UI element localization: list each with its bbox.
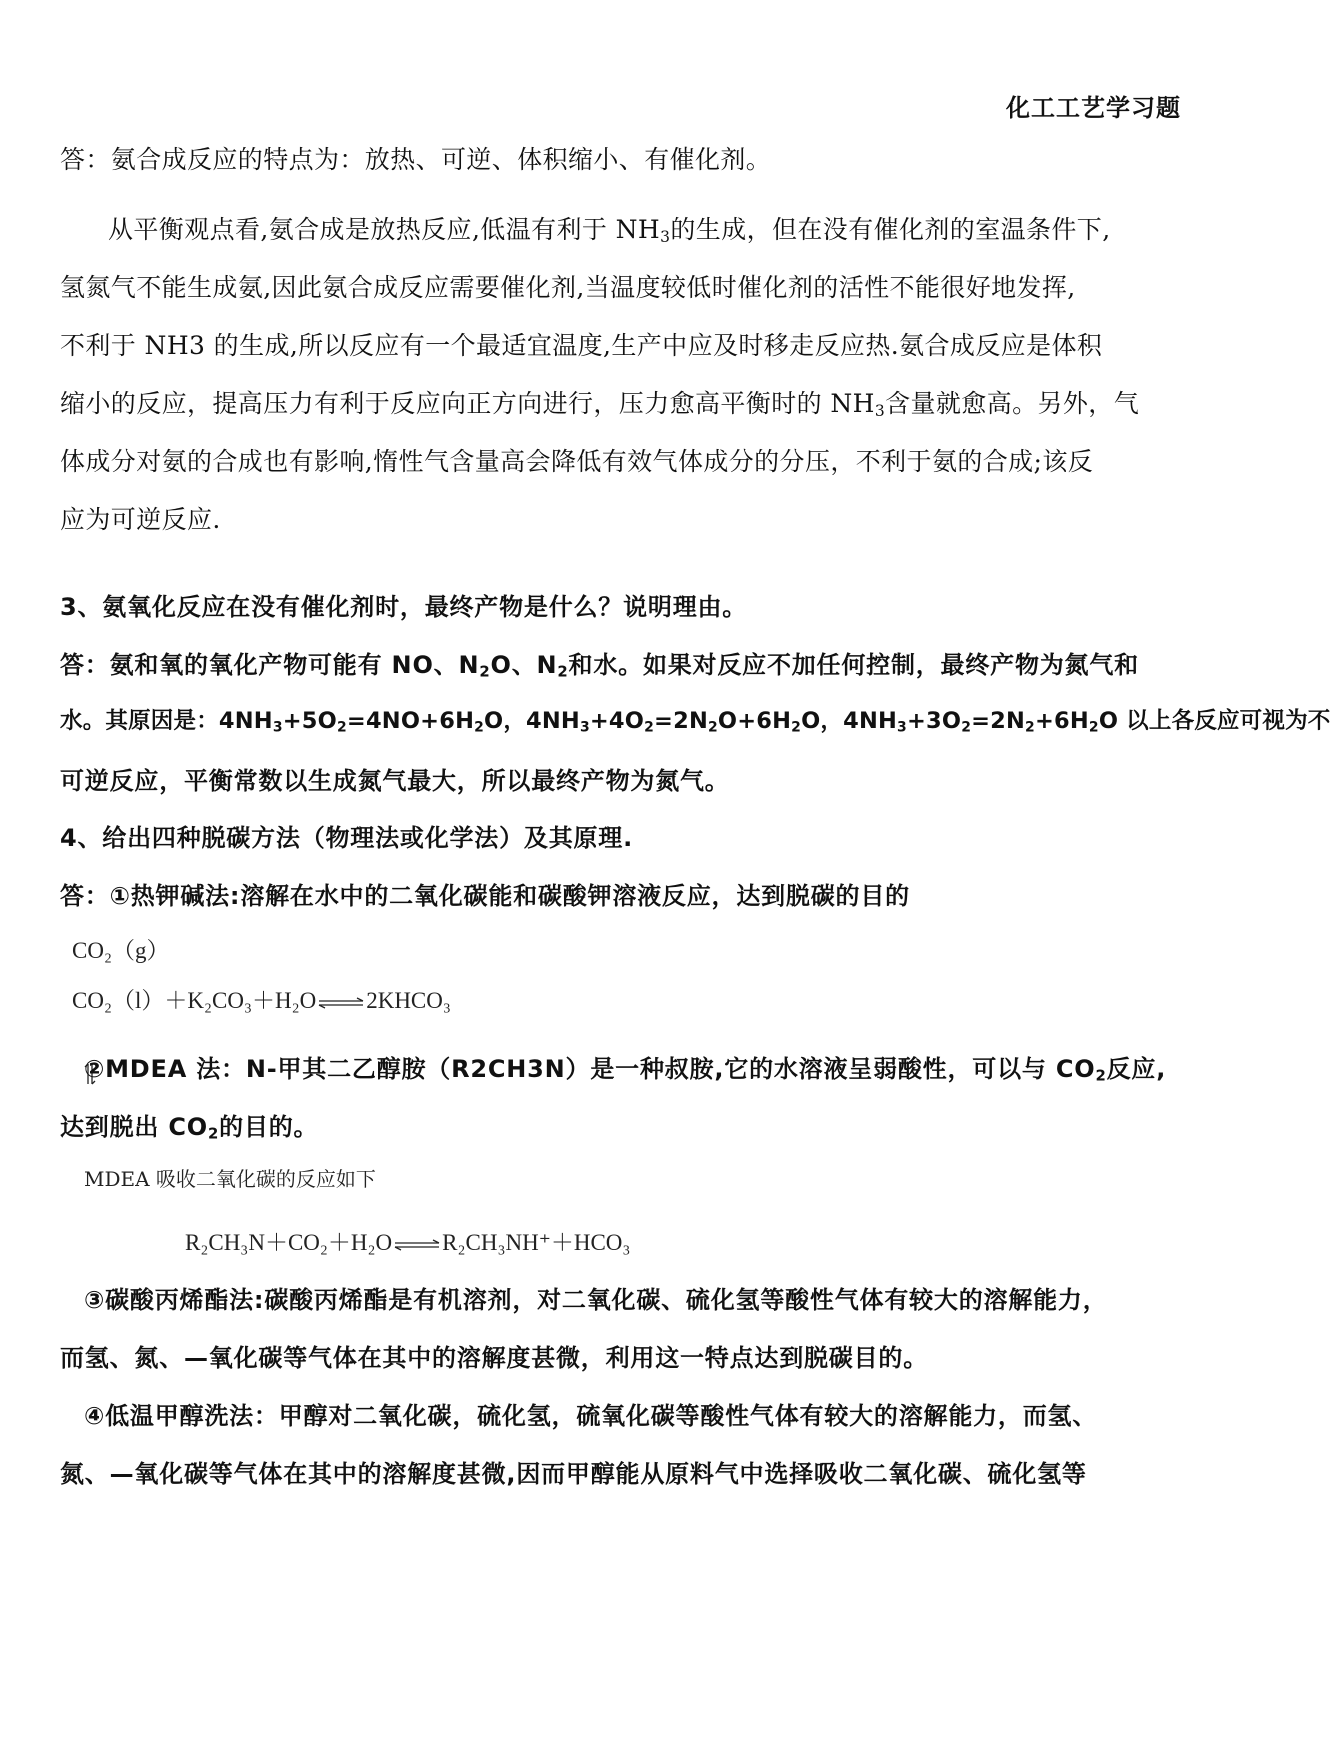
text-span: R₂CH₃N＋CO₂＋H₂O <box>185 1230 393 1255</box>
subscript: 3 <box>874 401 886 420</box>
equation-2-caption: MDEA 吸收二氧化碳的反应如下 <box>84 1167 376 1191</box>
method-4-rectisol: ④低温甲醇洗法：甲醇对二氧化碳，硫化氢，硫氧化碳等酸性气体有较大的溶解能力，而氢、 <box>84 1402 1098 1430</box>
text-span: O，4NH <box>484 708 580 734</box>
text-span: 的生成，但在没有催化剂的室温条件下, <box>670 215 1111 244</box>
text-span: 缩小的反应，提高压力有利于反应向正方向进行，压力愈高平衡时的 NH <box>60 389 875 418</box>
text-span: 2KHCO₃ <box>366 988 451 1013</box>
text-span: 含量就愈高。另外，气 <box>885 389 1140 418</box>
text-span: +5O <box>282 708 337 734</box>
method-2-mdea-line2 <box>60 1107 1185 1142</box>
subscript: 2 <box>474 719 485 736</box>
method-1-hot-potash: 答：①热钾碱法:溶解在水中的二氧化碳能和碳酸钾溶液反应，达到脱碳的目的 <box>60 882 910 910</box>
method-2-mdea <box>84 1049 1209 1084</box>
text-span: R₂CH₃NH⁺＋HCO₃ <box>442 1230 631 1255</box>
equilibrium-arrow-icon <box>318 998 364 1008</box>
text-span: =4NO+6H <box>346 708 475 734</box>
text-span: 水。其原因是：4NH <box>60 708 273 734</box>
page-header-title: 化工工艺学习题 <box>1006 94 1181 122</box>
paragraph-line <box>60 384 1185 420</box>
equation-1-top: CO₂（g） <box>72 938 170 963</box>
text-span: +3O <box>906 708 962 734</box>
text-span: 的目的。 <box>219 1113 319 1141</box>
answer-intro: 答：氨合成反应的特点为：放热、可逆、体积缩小、有催化剂。 <box>60 145 772 174</box>
paragraph-line: 体成分对氨的合成也有影响,惰性气含量高会降低有效气体成分的分压，不利于氨的合成;该反 <box>60 447 1094 476</box>
text-span: +6H <box>1034 708 1089 734</box>
subscript: 3 <box>660 227 671 246</box>
text-span: 和水。如果对反应不加任何控制，最终产物为氮气和 <box>568 651 1139 679</box>
method-4-line2: 氮、—氧化碳等气体在其中的溶解度甚微,因而甲醇能从原料气中选择吸收二氧化碳、硫化氢等 <box>60 1460 1087 1488</box>
paragraph-line <box>108 210 1233 246</box>
subscript: 2 <box>791 719 802 736</box>
text-span: 答：氨和氧的氧化产物可能有 NO、N <box>60 651 480 679</box>
subscript: 3 <box>579 719 590 736</box>
subscript: 2 <box>479 662 491 681</box>
text-span: CO₂（l）＋K₂CO₃＋H₂O <box>72 988 317 1013</box>
text-span: =2N <box>971 708 1026 734</box>
subscript: 2 <box>1095 1066 1107 1085</box>
answer-3-line <box>60 645 1185 680</box>
method-3-propylene-carbonate: ③碳酸丙烯酯法:碳酸丙烯酯是有机溶剂，对二氧化碳、硫化氢等酸性气体有较大的溶解能力， <box>84 1286 1108 1314</box>
equation-1-bottom <box>72 982 451 1015</box>
subscript: 3 <box>272 719 283 736</box>
question-3: 3、氨氧化反应在没有催化剂时，最终产物是什么？说明理由。 <box>60 593 748 621</box>
text-span: O+6H <box>717 708 792 734</box>
text-span: ②MDEA 法：N-甲其二乙醇胺（R2CH3N）是一种叔胺,它的水溶液呈弱酸性，可以与 CO <box>84 1055 1096 1083</box>
paragraph-line: 不利于 NH3 的生成,所以反应有一个最适宜温度,生产中应及时移走反应热.氨合成反应是体积 <box>60 331 1103 360</box>
text-span: 反应, <box>1106 1055 1167 1083</box>
subscript: 2 <box>336 719 347 736</box>
subscript: 2 <box>1025 719 1035 736</box>
equation-2 <box>185 1224 630 1257</box>
text-span: O、N <box>490 651 558 679</box>
text-span: 达到脱出 CO <box>60 1113 208 1141</box>
subscript: 2 <box>207 1124 220 1143</box>
text-span: =2N <box>654 708 708 734</box>
paragraph-line: 氢氮气不能生成氨,因此氨合成反应需要催化剂,当温度较低时催化剂的活性不能很好地发挥, <box>60 273 1076 302</box>
paragraph-line: 应为可逆反应. <box>60 505 221 534</box>
text-span: O，4NH <box>801 708 898 734</box>
subscript: 2 <box>961 719 972 736</box>
method-3-line2: 而氢、氮、—氧化碳等气体在其中的溶解度甚微，利用这一特点达到脱碳目的。 <box>60 1344 928 1372</box>
text-span: +4O <box>589 708 645 734</box>
subscript: 2 <box>1088 719 1099 736</box>
equilibrium-arrow-icon <box>394 1240 440 1250</box>
answer-3-line: 可逆反应，平衡常数以生成氮气最大，所以最终产物为氮气。 <box>60 767 730 795</box>
subscript: 2 <box>644 719 655 736</box>
subscript: 2 <box>557 662 569 681</box>
subscript: 3 <box>897 719 907 736</box>
text-span: O 以上各反应可视为不 <box>1098 708 1330 734</box>
text-span: 从平衡观点看,氨合成是放热反应,低温有利于 NH <box>108 215 661 244</box>
question-4: 4、给出四种脱碳方法（物理法或化学法）及其原理. <box>60 824 634 852</box>
answer-3-equations-line <box>60 703 1330 736</box>
subscript: 2 <box>707 719 718 736</box>
